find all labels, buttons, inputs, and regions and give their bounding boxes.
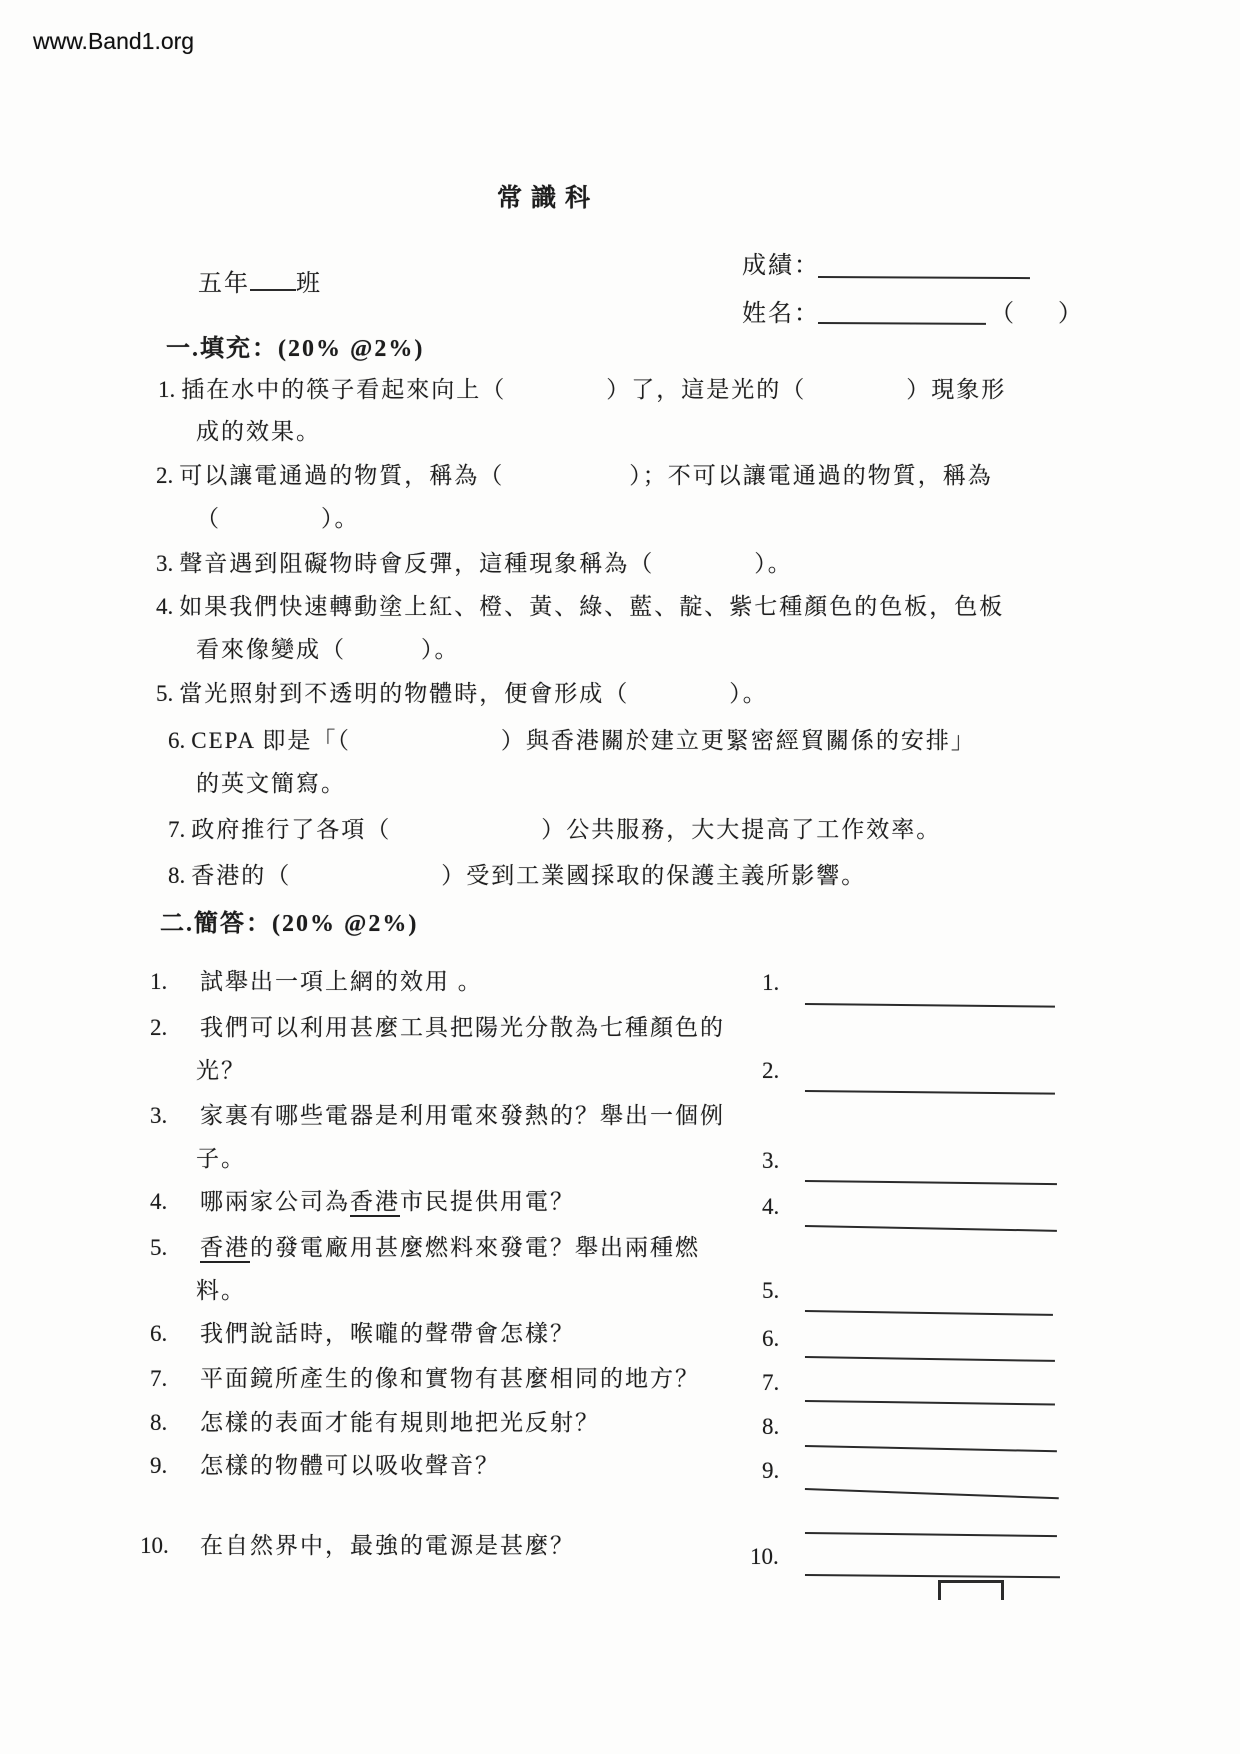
answer-5-number: 5. — [762, 1278, 780, 1303]
s1-q8-line1 — [168, 857, 866, 890]
s1-q4-line1 — [156, 588, 1004, 621]
answer-2-blank — [805, 1086, 1055, 1095]
s1-q3-number: 3. — [156, 551, 174, 576]
s2-q3-number: 3. — [150, 1103, 168, 1128]
s2-q4-underlined-hongkong: 香港 — [350, 1189, 400, 1217]
answer-1-number: 1. — [762, 970, 780, 995]
s2-q3-line2: 子。 — [196, 1146, 246, 1171]
name-parens: （ ） — [990, 301, 1092, 327]
s1-q4-text: 如果我們快速轉動塗上紅、橙、黃、綠、藍、靛、紫七種顏色的色板，色板 — [179, 594, 1005, 619]
s2-q8 — [150, 1404, 600, 1437]
answer-9-number: 9. — [762, 1458, 780, 1483]
s2-q9 — [150, 1447, 500, 1480]
s2-q7 — [150, 1360, 700, 1393]
watermark-url: www.Band1.org — [33, 28, 195, 54]
s1-q1-line1 — [158, 371, 1006, 404]
answer-7-number: 7. — [762, 1370, 780, 1395]
answer-1-blank — [805, 999, 1055, 1008]
s2-q5-number: 5. — [150, 1235, 168, 1260]
answer-4-number: 4. — [762, 1194, 780, 1219]
s2-q4-number: 4. — [150, 1189, 168, 1214]
answer-10-blank — [805, 1570, 1060, 1578]
s2-q7-text: 平面鏡所產生的像和實物有甚麼相同的地方？ — [200, 1366, 700, 1391]
s2-q1 — [150, 963, 483, 996]
s1-q8-text: 香港的（ ）受到工業國採取的保護主義所影響。 — [191, 863, 867, 888]
s2-q9-number: 9. — [150, 1453, 168, 1478]
class-blank — [250, 267, 296, 291]
answer-8-number: 8. — [762, 1414, 780, 1439]
s1-q2-number: 2. — [156, 463, 174, 488]
s1-q5-line1 — [156, 675, 768, 708]
class-prefix: 五年 — [198, 271, 250, 297]
s1-q6-text: CEPA 即是「（ ）與香港關於建立更緊密經貿關係的安排」 — [191, 728, 976, 753]
answer-2-number: 2. — [762, 1058, 780, 1083]
s2-q5-line2: 料。 — [196, 1278, 246, 1303]
s1-q7-line1 — [168, 811, 941, 844]
answer-8-blank — [805, 1441, 1057, 1452]
answer-6-blank — [805, 1352, 1055, 1362]
class-line — [198, 263, 322, 298]
s2-q9-text: 怎樣的物體可以吸收聲音？ — [200, 1453, 500, 1478]
s1-q4-number: 4. — [156, 594, 174, 619]
s2-q7-number: 7. — [150, 1366, 168, 1391]
answer-3-blank — [805, 1176, 1057, 1185]
answer-5-blank — [805, 1306, 1053, 1316]
s1-q3-text: 聲音遇到阻礙物時會反彈，這種現象稱為（ ）。 — [179, 551, 793, 576]
s1-q1-number: 1. — [158, 377, 176, 402]
s1-q8-number: 8. — [168, 863, 186, 888]
answer-9-blank — [805, 1484, 1059, 1499]
s1-q5-number: 5. — [156, 681, 174, 706]
answer-3-number: 3. — [762, 1148, 780, 1173]
s2-q4 — [150, 1183, 575, 1216]
s2-q1-number: 1. — [150, 969, 168, 994]
class-suffix: 班 — [296, 271, 322, 297]
s2-q8-text: 怎樣的表面才能有規則地把光反射？ — [200, 1410, 600, 1435]
s2-q4-text-pre: 哪兩家公司為 — [200, 1189, 350, 1214]
s2-q5-line1 — [150, 1229, 700, 1262]
answer-10-number: 10. — [750, 1544, 779, 1569]
corner-box-mark — [938, 1580, 1004, 1600]
s2-q2-text: 我們可以利用甚麼工具把陽光分散為七種顏色的 — [200, 1015, 725, 1040]
s2-q3-text: 家裏有哪些電器是利用電來發熱的？舉出一個例 — [200, 1103, 725, 1128]
answer-extra-blank — [805, 1528, 1057, 1537]
s1-q6-number: 6. — [168, 728, 186, 753]
answer-4-blank — [805, 1221, 1057, 1232]
s1-q7-number: 7. — [168, 817, 186, 842]
s2-q10 — [140, 1527, 575, 1560]
score-blank — [818, 272, 1030, 279]
s2-q5-text: 的發電廠用甚麼燃料來發電？舉出兩種燃 — [250, 1235, 700, 1260]
s2-q2-line2: 光？ — [196, 1058, 246, 1083]
name-label: 姓名： — [742, 301, 820, 327]
s1-q2-text: 可以讓電通過的物質，稱為（ ）；不可以讓電通過的物質，稱為 — [179, 463, 993, 488]
answer-6-number: 6. — [762, 1326, 780, 1351]
section1-heading: 一.填充：(20% @2%) — [166, 336, 425, 362]
s2-q10-text: 在自然界中，最強的電源是甚麼？ — [200, 1533, 575, 1558]
s2-q4-text-post: 市民提供用電？ — [400, 1189, 575, 1214]
s2-q10-number: 10. — [140, 1533, 169, 1558]
section2-heading: 二.簡答：(20% @2%) — [160, 911, 419, 937]
s1-q4-line2: 看來像變成（ ）。 — [196, 637, 460, 662]
s1-q6-line1 — [168, 722, 976, 755]
s2-q6 — [150, 1315, 575, 1348]
page-title: 常識科 — [497, 185, 600, 212]
s1-q1-line2: 成的效果。 — [196, 419, 321, 444]
s1-q1-text: 插在水中的筷子看起來向上（ ）了，這是光的（ ）現象形 — [181, 377, 1007, 402]
s2-q3-line1 — [150, 1097, 725, 1130]
s2-q2-line1 — [150, 1009, 725, 1042]
s1-q6-line2: 的英文簡寫。 — [196, 771, 346, 796]
s2-q8-number: 8. — [150, 1410, 168, 1435]
answer-7-blank — [805, 1396, 1055, 1405]
s1-q5-text: 當光照射到不透明的物體時，便會形成（ ）。 — [179, 681, 768, 706]
s2-q1-text: 試舉出一項上網的效用 。 — [200, 969, 483, 994]
score-label: 成績： — [742, 253, 820, 279]
s1-q2-line2: （ ）。 — [196, 506, 360, 531]
s1-q3-line1 — [156, 545, 793, 578]
name-blank — [818, 318, 986, 325]
s2-q6-text: 我們說話時，喉嚨的聲帶會怎樣？ — [200, 1321, 575, 1346]
s2-q5-underlined-hongkong: 香港 — [200, 1235, 250, 1263]
s2-q2-number: 2. — [150, 1015, 168, 1040]
s1-q7-text: 政府推行了各項（ ）公共服務，大大提高了工作效率。 — [191, 817, 942, 842]
s2-q6-number: 6. — [150, 1321, 168, 1346]
s1-q2-line1 — [156, 457, 993, 490]
